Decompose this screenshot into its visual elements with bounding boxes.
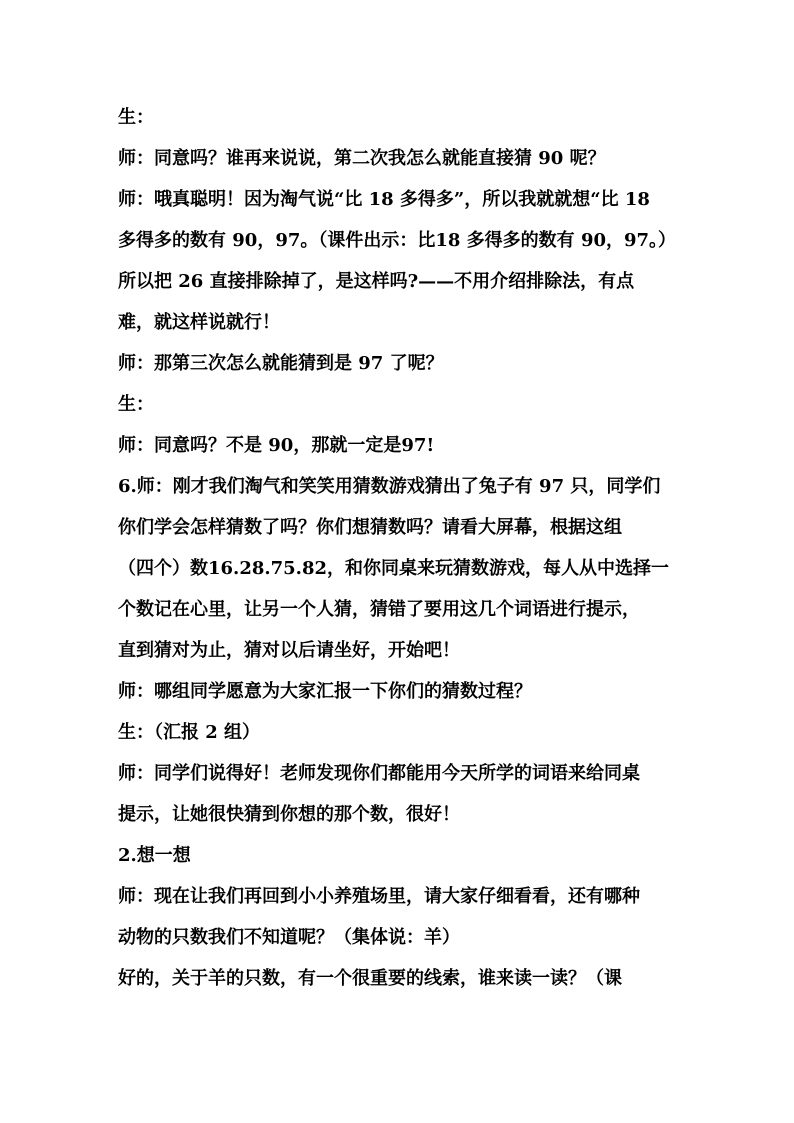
text-line: 师：同意吗？不是 90，那就一定是97! [118, 435, 435, 456]
text-line: 师：同学们说得好！老师发现你们都能用今天所学的词语来给同桌 [118, 763, 640, 784]
text-line: 动物的只数我们不知道呢？（集体说：羊） [118, 927, 460, 948]
text-line: 你们学会怎样猜数了吗？你们想猜数吗？请看大屏幕，根据这组 [118, 517, 622, 538]
text-line: 生： [118, 394, 154, 415]
text-line: 所以把 26 直接排除掉了，是这样吗?——不用介绍排除法，有点 [118, 271, 635, 292]
text-line: 2.想一想 [118, 845, 191, 866]
text-line: 提示，让她很快猜到你想的那个数，很好！ [118, 804, 460, 825]
text-line: 师：那第三次怎么就能猜到是 97 了呢？ [118, 353, 444, 374]
text-line: 多得多的数有 90，97。（课件出示：比18 多得多的数有 90，97。） [118, 230, 677, 251]
text-line: 难，就这样说就行！ [118, 312, 280, 333]
text-line: （四个）数16.28.75.82，和你同桌来玩猜数游戏，每人从中选择一 [118, 558, 669, 579]
text-line: 生：（汇报 2 组） [118, 722, 261, 743]
text-line: 师：哦真聪明！因为淘气说“比 18 多得多”，所以我就就想“比 18 [118, 189, 650, 210]
text-line: 师：同意吗？谁再来说说，第二次我怎么就能直接猜 90 呢？ [118, 148, 606, 169]
text-line: 生： [118, 107, 154, 128]
text-line: 直到猜对为止，猜对以后请坐好，开始吧！ [118, 640, 460, 661]
text-line: 好的，关于羊的只数，有一个很重要的线索，谁来读一读？（课 [118, 968, 622, 989]
text-line: 6.师：刚才我们淘气和笑笑用猜数游戏猜出了兔子有 97 只，同学们 [118, 476, 661, 497]
text-line: 个数记在心里，让另一个人猜，猜错了要用这几个词语进行提示， [118, 599, 640, 620]
text-line: 师：哪组同学愿意为大家汇报一下你们的猜数过程？ [118, 681, 532, 702]
text-line: 师：现在让我们再回到小小养殖场里，请大家仔细看看，还有哪种 [118, 886, 640, 907]
